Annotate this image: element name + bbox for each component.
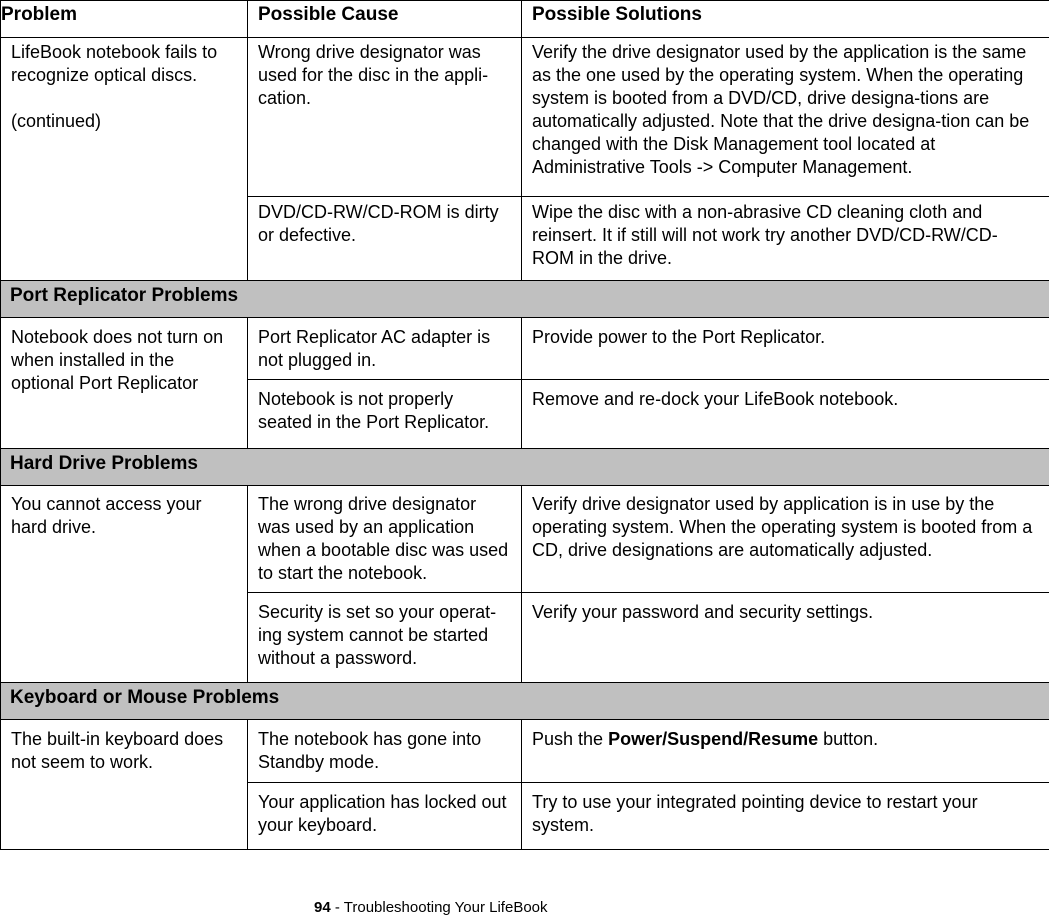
solution-cell: Try to use your integrated pointing device to restart your system. [522,783,1049,850]
section-title-keyboard: Keyboard or Mouse Problems [1,683,1049,720]
table-row [1,318,1049,380]
continued-label: (continued) [11,111,102,131]
solution-cell: Verify your password and security settings. [522,593,1049,683]
table-row [1,486,1049,593]
footer-text: - Troubleshooting Your LifeBook [330,899,548,916]
section-title-hard-drive: Hard Drive Problems [1,449,1049,486]
problem-cell-hard-drive: You cannot access your hard drive. [1,486,248,683]
cause-cell: Wrong drive designator was used for the disc in the appli-cation. [248,38,522,197]
section-row [1,683,1049,720]
table-row [1,38,1049,197]
cause-cell: Your application has locked out your keyboard. [248,783,522,850]
section-row [1,281,1049,318]
header-problem: Problem [1,1,248,38]
table-header-row [1,1,1049,38]
solution-cell: Provide power to the Port Replicator. [522,318,1049,380]
cause-cell: The wrong drive designator was used by an application when a bootable disc was used to start the notebook. [248,486,522,593]
solution-cell: Remove and re-dock your LifeBook notebook. [522,380,1049,449]
page-footer [314,899,548,917]
solution-text-bold: Power/Suspend/Resume [608,729,819,749]
solution-cell: Verify drive designator used by application is in use by the operating system. When the operating system is booted from a CD, drive designations are automatically adjusted. [522,486,1049,593]
table-row [1,720,1049,783]
problem-text: LifeBook notebook fails to recognize optical discs. [11,42,218,85]
cause-cell: Notebook is not properly seated in the Port Replicator. [248,380,522,449]
section-title-port-replicator: Port Replicator Problems [1,281,1049,318]
cause-cell: DVD/CD-RW/CD-ROM is dirty or defective. [248,197,522,281]
header-possible-solutions: Possible Solutions [522,1,1049,38]
page-number: 94 [314,899,331,916]
problem-cell-optical [1,38,248,281]
solution-text-post: button. [818,729,879,749]
cause-cell: Port Replicator AC adapter is not plugged in. [248,318,522,380]
cause-cell: Security is set so your operat-ing system cannot be started without a password. [248,593,522,683]
problem-cell-keyboard: The built-in keyboard does not seem to work. [1,720,248,850]
solution-cell: Wipe the disc with a non-abrasive CD cleaning cloth and reinsert. It if still will not work try another DVD/CD-RW/CD-ROM in the drive. [522,197,1049,281]
section-row [1,449,1049,486]
solution-text-pre: Push the [532,729,609,749]
cause-cell: The notebook has gone into Standby mode. [248,720,522,783]
solution-cell: Verify the drive designator used by the application is the same as the one used by the operating system. When the operating system is booted from a DVD/CD, drive designa-tions are automatically adjusted. Note that the drive designa-tion can be changed with the Disk Management tool located at Administrative Tools -> Computer Management. [522,38,1049,197]
problem-cell-port-replicator: Notebook does not turn on when installed in the optional Port Replicator [1,318,248,449]
solution-cell [522,720,1049,783]
header-possible-cause: Possible Cause [248,1,522,38]
